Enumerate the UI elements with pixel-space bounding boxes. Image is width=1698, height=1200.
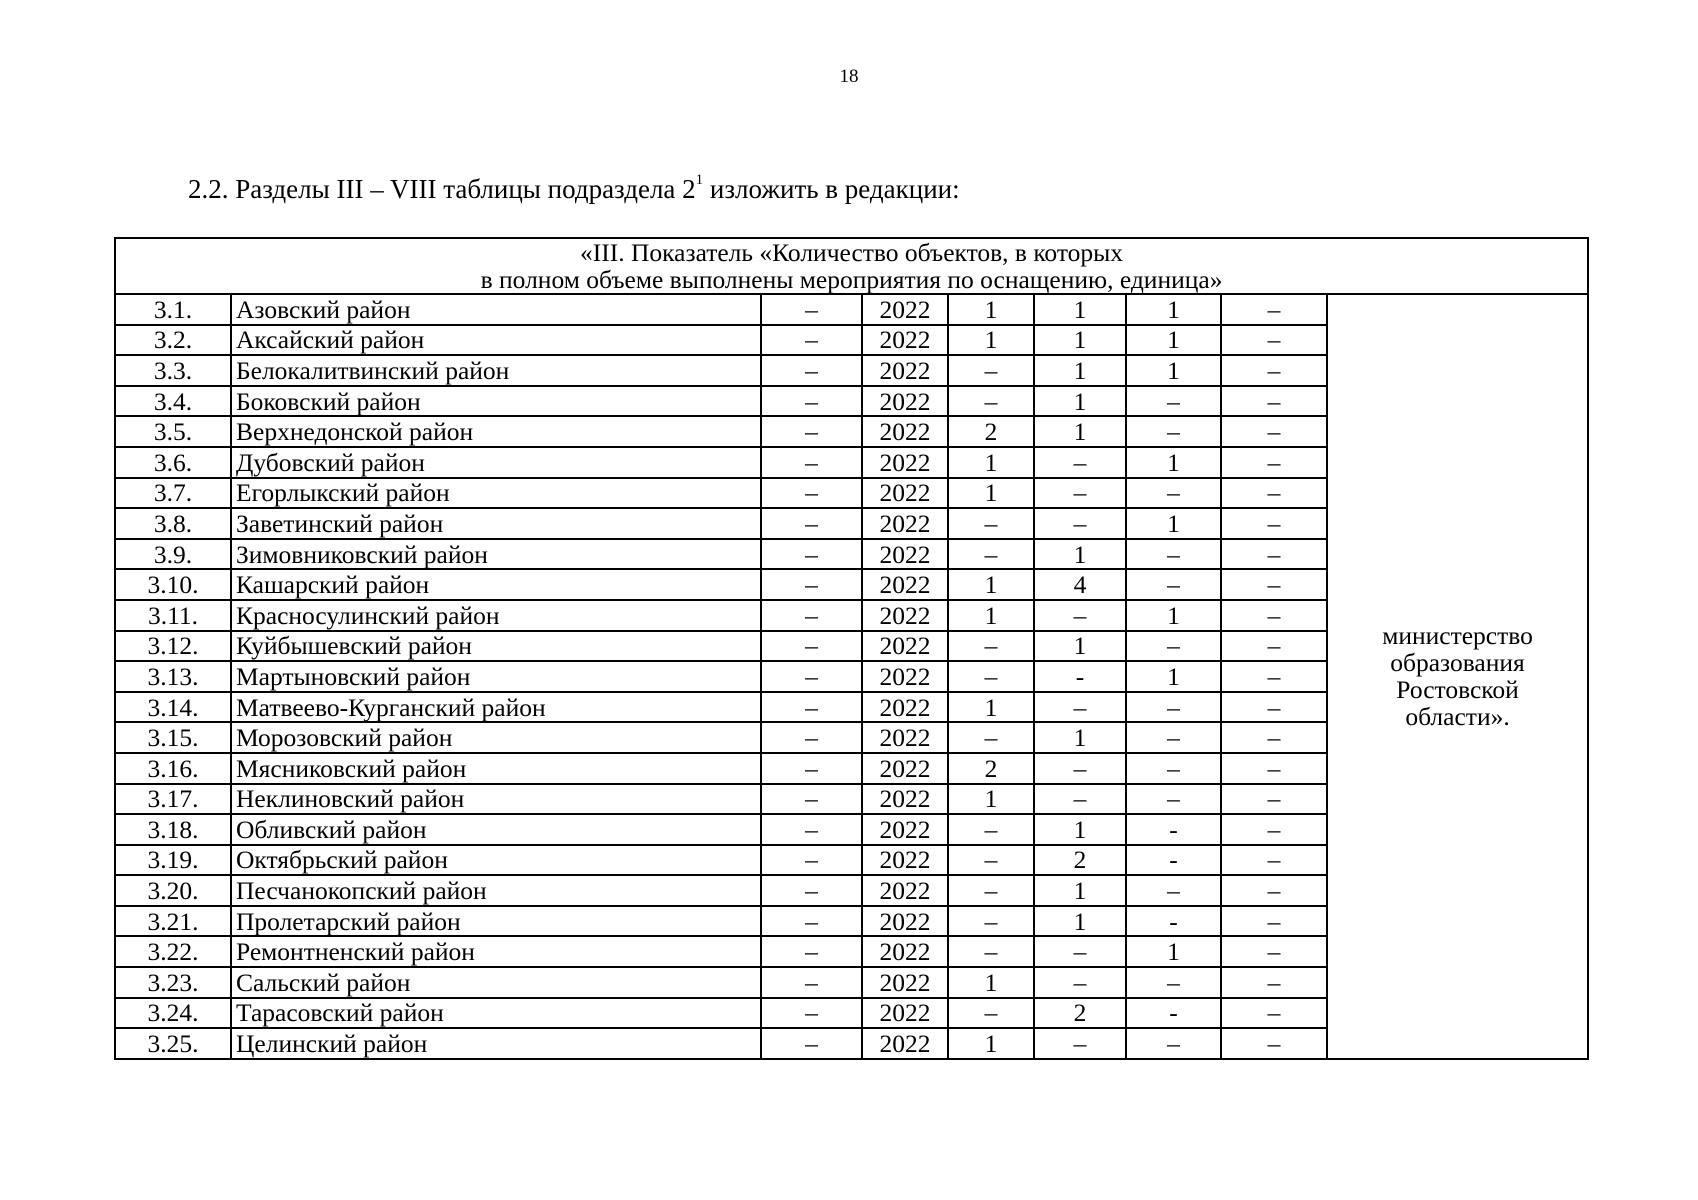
- district-name: Октябрьский район: [231, 845, 761, 876]
- value-4: –: [1221, 1028, 1327, 1059]
- district-name: Аксайский район: [231, 325, 761, 356]
- value-4: –: [1221, 906, 1327, 937]
- value-1: –: [948, 906, 1034, 937]
- section-heading-row: [115, 238, 1588, 294]
- value-1: 1: [948, 600, 1034, 631]
- value-1: –: [948, 936, 1034, 967]
- value-3: –: [1126, 631, 1221, 662]
- column-1-value: –: [761, 845, 862, 876]
- year-value: 2022: [862, 416, 948, 447]
- column-1-value: –: [761, 967, 862, 998]
- intro-text-after: изложить в редакции:: [703, 174, 960, 204]
- value-4: –: [1221, 325, 1327, 356]
- column-1-value: –: [761, 294, 862, 325]
- value-1: 1: [948, 1028, 1034, 1059]
- row-number: 3.11.: [115, 600, 231, 631]
- responsible-line: министерство: [1382, 621, 1533, 651]
- district-name: Боковский район: [231, 386, 761, 417]
- value-1: –: [948, 998, 1034, 1029]
- responsible-line: образования: [1390, 648, 1525, 678]
- value-3: 1: [1126, 661, 1221, 692]
- year-value: 2022: [862, 355, 948, 386]
- value-1: 1: [948, 325, 1034, 356]
- value-4: –: [1221, 478, 1327, 509]
- row-number: 3.21.: [115, 906, 231, 937]
- district-name: Белокалитвинский район: [231, 355, 761, 386]
- year-value: 2022: [862, 478, 948, 509]
- district-name: Целинский район: [231, 1028, 761, 1059]
- column-1-value: –: [761, 998, 862, 1029]
- district-name: Зимовниковский район: [231, 539, 761, 570]
- district-name: Обливский район: [231, 814, 761, 845]
- value-1: –: [948, 845, 1034, 876]
- value-1: 1: [948, 784, 1034, 815]
- year-value: 2022: [862, 692, 948, 723]
- value-4: –: [1221, 967, 1327, 998]
- value-1: –: [948, 539, 1034, 570]
- district-name: Неклиновский район: [231, 784, 761, 815]
- responsible-line: области».: [1405, 702, 1510, 732]
- column-1-value: –: [761, 508, 862, 539]
- value-4: –: [1221, 355, 1327, 386]
- value-1: –: [948, 508, 1034, 539]
- value-3: 1: [1126, 508, 1221, 539]
- year-value: 2022: [862, 325, 948, 356]
- value-1: 1: [948, 447, 1034, 478]
- year-value: 2022: [862, 753, 948, 784]
- district-name: Дубовский район: [231, 447, 761, 478]
- value-4: –: [1221, 416, 1327, 447]
- row-number: 3.5.: [115, 416, 231, 447]
- intro-paragraph: [188, 174, 960, 205]
- value-3: 1: [1126, 600, 1221, 631]
- value-1: 1: [948, 692, 1034, 723]
- value-3: –: [1126, 478, 1221, 509]
- year-value: 2022: [862, 539, 948, 570]
- year-value: 2022: [862, 998, 948, 1029]
- value-2: –: [1034, 967, 1126, 998]
- column-1-value: –: [761, 600, 862, 631]
- responsible-line: Ростовской: [1396, 675, 1519, 705]
- row-number: 3.1.: [115, 294, 231, 325]
- value-1: 2: [948, 753, 1034, 784]
- value-1: 1: [948, 569, 1034, 600]
- year-value: 2022: [862, 1028, 948, 1059]
- value-1: –: [948, 814, 1034, 845]
- value-2: -: [1034, 661, 1126, 692]
- value-4: –: [1221, 936, 1327, 967]
- value-2: 1: [1034, 539, 1126, 570]
- row-number: 3.6.: [115, 447, 231, 478]
- district-name: Заветинский район: [231, 508, 761, 539]
- district-name: Куйбышевский район: [231, 631, 761, 662]
- district-name: Сальский район: [231, 967, 761, 998]
- value-2: –: [1034, 478, 1126, 509]
- year-value: 2022: [862, 906, 948, 937]
- column-1-value: –: [761, 753, 862, 784]
- column-1-value: –: [761, 631, 862, 662]
- value-3: –: [1126, 539, 1221, 570]
- column-1-value: –: [761, 416, 862, 447]
- value-4: –: [1221, 753, 1327, 784]
- value-2: –: [1034, 692, 1126, 723]
- indicator-table: [114, 237, 1589, 1060]
- column-1-value: –: [761, 784, 862, 815]
- value-2: –: [1034, 936, 1126, 967]
- value-4: –: [1221, 386, 1327, 417]
- intro-text-before: 2.2. Разделы III – VIII таблицы подраздела 2: [188, 174, 696, 204]
- district-name: Ремонтненский район: [231, 936, 761, 967]
- table-row: [115, 294, 1588, 325]
- row-number: 3.23.: [115, 967, 231, 998]
- value-3: 1: [1126, 294, 1221, 325]
- value-2: –: [1034, 1028, 1126, 1059]
- value-3: -: [1126, 814, 1221, 845]
- value-3: –: [1126, 569, 1221, 600]
- district-name: Песчанокопский район: [231, 875, 761, 906]
- value-1: –: [948, 661, 1034, 692]
- value-3: –: [1126, 753, 1221, 784]
- intro-superscript: 1: [695, 172, 704, 188]
- value-4: –: [1221, 631, 1327, 662]
- value-2: –: [1034, 508, 1126, 539]
- value-4: –: [1221, 294, 1327, 325]
- column-1-value: –: [761, 1028, 862, 1059]
- row-number: 3.16.: [115, 753, 231, 784]
- year-value: 2022: [862, 447, 948, 478]
- row-number: 3.24.: [115, 998, 231, 1029]
- row-number: 3.18.: [115, 814, 231, 845]
- value-3: –: [1126, 1028, 1221, 1059]
- column-1-value: –: [761, 447, 862, 478]
- year-value: 2022: [862, 967, 948, 998]
- district-name: Егорлыкский район: [231, 478, 761, 509]
- value-2: 1: [1034, 386, 1126, 417]
- row-number: 3.9.: [115, 539, 231, 570]
- value-4: –: [1221, 447, 1327, 478]
- value-4: –: [1221, 600, 1327, 631]
- value-3: –: [1126, 722, 1221, 753]
- value-4: –: [1221, 814, 1327, 845]
- year-value: 2022: [862, 814, 948, 845]
- column-1-value: –: [761, 325, 862, 356]
- value-1: 1: [948, 967, 1034, 998]
- value-1: –: [948, 875, 1034, 906]
- value-2: 1: [1034, 875, 1126, 906]
- column-1-value: –: [761, 386, 862, 417]
- row-number: 3.13.: [115, 661, 231, 692]
- value-4: –: [1221, 875, 1327, 906]
- value-2: 4: [1034, 569, 1126, 600]
- year-value: 2022: [862, 845, 948, 876]
- value-3: –: [1126, 692, 1221, 723]
- row-number: 3.15.: [115, 722, 231, 753]
- value-2: 1: [1034, 294, 1126, 325]
- column-1-value: –: [761, 661, 862, 692]
- district-name: Мясниковский район: [231, 753, 761, 784]
- value-4: –: [1221, 661, 1327, 692]
- value-1: 1: [948, 294, 1034, 325]
- value-2: –: [1034, 600, 1126, 631]
- year-value: 2022: [862, 936, 948, 967]
- page-number: 18: [839, 66, 859, 87]
- value-1: –: [948, 386, 1034, 417]
- district-name: Кашарский район: [231, 569, 761, 600]
- value-2: 1: [1034, 814, 1126, 845]
- year-value: 2022: [862, 294, 948, 325]
- value-2: –: [1034, 447, 1126, 478]
- value-1: 1: [948, 478, 1034, 509]
- row-number: 3.4.: [115, 386, 231, 417]
- value-3: –: [1126, 784, 1221, 815]
- district-name: Тарасовский район: [231, 998, 761, 1029]
- row-number: 3.12.: [115, 631, 231, 662]
- value-4: –: [1221, 784, 1327, 815]
- value-4: –: [1221, 722, 1327, 753]
- value-3: –: [1126, 875, 1221, 906]
- column-1-value: –: [761, 569, 862, 600]
- district-name: Красносулинский район: [231, 600, 761, 631]
- column-1-value: –: [761, 478, 862, 509]
- value-3: 1: [1126, 325, 1221, 356]
- value-2: –: [1034, 784, 1126, 815]
- section-heading-line1: «III. Показатель «Количество объектов, в которых: [580, 238, 1124, 267]
- row-number: 3.19.: [115, 845, 231, 876]
- value-3: -: [1126, 906, 1221, 937]
- value-1: –: [948, 355, 1034, 386]
- column-1-value: –: [761, 692, 862, 723]
- value-4: –: [1221, 508, 1327, 539]
- year-value: 2022: [862, 631, 948, 662]
- row-number: 3.8.: [115, 508, 231, 539]
- row-number: 3.2.: [115, 325, 231, 356]
- column-1-value: –: [761, 936, 862, 967]
- value-2: 1: [1034, 325, 1126, 356]
- row-number: 3.10.: [115, 569, 231, 600]
- value-2: 2: [1034, 845, 1126, 876]
- value-2: 1: [1034, 906, 1126, 937]
- responsible-executor: [1327, 294, 1588, 1059]
- district-name: Азовский район: [231, 294, 761, 325]
- section-heading: [115, 238, 1588, 294]
- value-3: 1: [1126, 447, 1221, 478]
- value-1: 2: [948, 416, 1034, 447]
- year-value: 2022: [862, 722, 948, 753]
- value-2: 2: [1034, 998, 1126, 1029]
- row-number: 3.25.: [115, 1028, 231, 1059]
- column-1-value: –: [761, 906, 862, 937]
- district-name: Матвеево-Курганский район: [231, 692, 761, 723]
- value-4: –: [1221, 845, 1327, 876]
- value-2: –: [1034, 753, 1126, 784]
- year-value: 2022: [862, 661, 948, 692]
- column-1-value: –: [761, 722, 862, 753]
- value-3: 1: [1126, 936, 1221, 967]
- district-name: Пролетарский район: [231, 906, 761, 937]
- district-name: Морозовский район: [231, 722, 761, 753]
- section-heading-line2: в полном объеме выполнены мероприятия по оснащению, единица»: [480, 265, 1223, 294]
- value-2: 1: [1034, 722, 1126, 753]
- row-number: 3.14.: [115, 692, 231, 723]
- row-number: 3.7.: [115, 478, 231, 509]
- value-4: –: [1221, 692, 1327, 723]
- value-2: 1: [1034, 416, 1126, 447]
- district-name: Верхнедонской район: [231, 416, 761, 447]
- value-4: –: [1221, 539, 1327, 570]
- value-3: –: [1126, 386, 1221, 417]
- column-1-value: –: [761, 355, 862, 386]
- value-2: 1: [1034, 631, 1126, 662]
- value-1: –: [948, 722, 1034, 753]
- year-value: 2022: [862, 784, 948, 815]
- value-4: –: [1221, 998, 1327, 1029]
- value-3: 1: [1126, 355, 1221, 386]
- value-3: –: [1126, 416, 1221, 447]
- row-number: 3.20.: [115, 875, 231, 906]
- year-value: 2022: [862, 508, 948, 539]
- value-2: 1: [1034, 355, 1126, 386]
- row-number: 3.22.: [115, 936, 231, 967]
- column-1-value: –: [761, 814, 862, 845]
- year-value: 2022: [862, 875, 948, 906]
- value-3: -: [1126, 998, 1221, 1029]
- value-4: –: [1221, 569, 1327, 600]
- year-value: 2022: [862, 386, 948, 417]
- row-number: 3.17.: [115, 784, 231, 815]
- year-value: 2022: [862, 569, 948, 600]
- value-3: –: [1126, 967, 1221, 998]
- value-1: –: [948, 631, 1034, 662]
- column-1-value: –: [761, 539, 862, 570]
- value-3: -: [1126, 845, 1221, 876]
- district-name: Мартыновский район: [231, 661, 761, 692]
- year-value: 2022: [862, 600, 948, 631]
- row-number: 3.3.: [115, 355, 231, 386]
- column-1-value: –: [761, 875, 862, 906]
